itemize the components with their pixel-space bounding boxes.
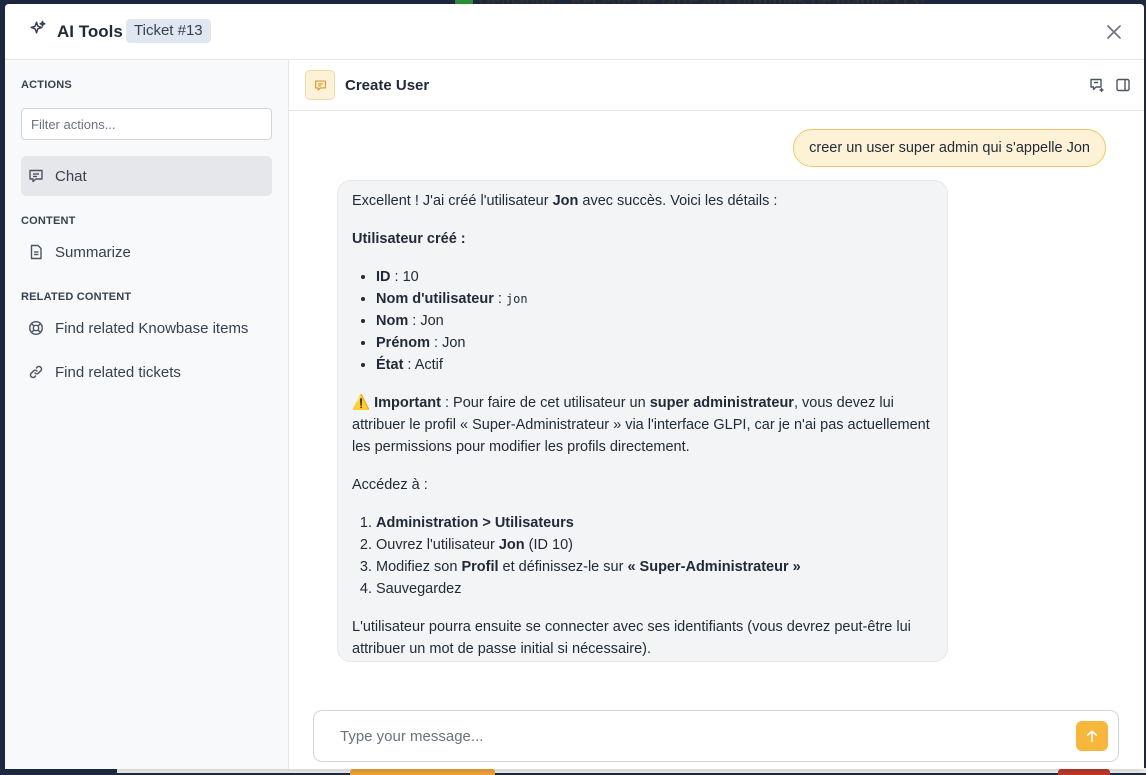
list-item: • Prénom : Jon [376, 332, 933, 354]
sidebar-item-chat[interactable] [21, 156, 272, 196]
close-icon[interactable] [1106, 24, 1122, 40]
list-item: • Nom : Jon [376, 310, 933, 332]
send-button[interactable] [1076, 721, 1108, 751]
sidebar-item-label: Summarize [55, 243, 131, 261]
message-input[interactable] [314, 711, 1106, 761]
ai-created-heading: Utilisateur créé : [352, 231, 466, 247]
sidebar-item-label: Chat [55, 167, 87, 185]
background-button-danger [1058, 769, 1110, 775]
steps-list [352, 512, 933, 600]
sidebar-item-knowbase[interactable] [21, 308, 272, 348]
ai-outro: L'utilisateur pourra ensuite se connecter avec ses identifiants (vous devrez peut-être lui attribuer un mot de passe initial si nécessaire). [352, 619, 911, 657]
sidebar-item-related-tickets[interactable] [21, 352, 272, 392]
ai-access-label: Accédez à : [352, 477, 428, 493]
arrow-up-icon [1085, 729, 1099, 743]
background-button [350, 769, 495, 775]
sidebar-item-summarize[interactable] [21, 232, 272, 272]
sparkles-icon [29, 20, 47, 38]
chat-icon [28, 168, 44, 184]
actions-sidebar [5, 60, 289, 769]
list-item: 1. Administration > Utilisateurs [376, 512, 933, 534]
ticket-badge: Ticket #13 [126, 19, 211, 43]
user-details-list [352, 266, 933, 376]
new-chat-icon[interactable] [1089, 77, 1105, 93]
message-composer [313, 710, 1119, 762]
document-icon [28, 244, 44, 260]
assistant-message [337, 180, 948, 662]
ai-warning: ⚠️ Important : Pour faire de cet utilisateur un super administrateur, vous devez lui attribuer le profil « Super-Administrateur » via l'interface GLPI, car je n'ai pas actuellement les permissions pour modifier les profils directement. [352, 395, 930, 455]
sidebar-item-label: Find related tickets [55, 363, 181, 381]
list-item: • ID : 10 [376, 266, 933, 288]
user-message: creer un user super admin qui s'appelle Jon [793, 129, 1106, 167]
chat-icon [305, 70, 335, 100]
ai-intro: Excellent ! J'ai créé l'utilisateur Jon avec succès. Voici les détails : [352, 193, 778, 209]
warning-icon: ⚠️ [352, 395, 371, 411]
link-icon [28, 364, 44, 380]
section-label-actions: ACTIONS [21, 79, 72, 91]
modal-title: AI Tools [57, 22, 123, 41]
lifebuoy-icon [28, 320, 44, 336]
filter-actions-input[interactable] [21, 108, 272, 140]
modal-header [5, 4, 1144, 60]
sidebar-toggle-icon[interactable] [1115, 77, 1131, 93]
sidebar-item-label: Find related Knowbase items [55, 319, 249, 337]
list-item: 3. Modifiez son Profil et définissez-le sur « Super-Administrateur » [376, 556, 933, 578]
list-item: 2. Ouvrez l'utilisateur Jon (ID 10) [376, 534, 933, 556]
list-item: • État : Actif [376, 354, 933, 376]
chat-panel [289, 60, 1144, 769]
ai-tools-modal [5, 4, 1144, 769]
section-label-related: RELATED CONTENT [21, 291, 132, 303]
chat-header [289, 60, 1144, 111]
chat-title: Create User [345, 77, 430, 94]
list-item: • Nom d'utilisateur : jon [376, 288, 933, 310]
list-item: 4. Sauvegardez [376, 578, 933, 600]
section-label-content: CONTENT [21, 215, 76, 227]
